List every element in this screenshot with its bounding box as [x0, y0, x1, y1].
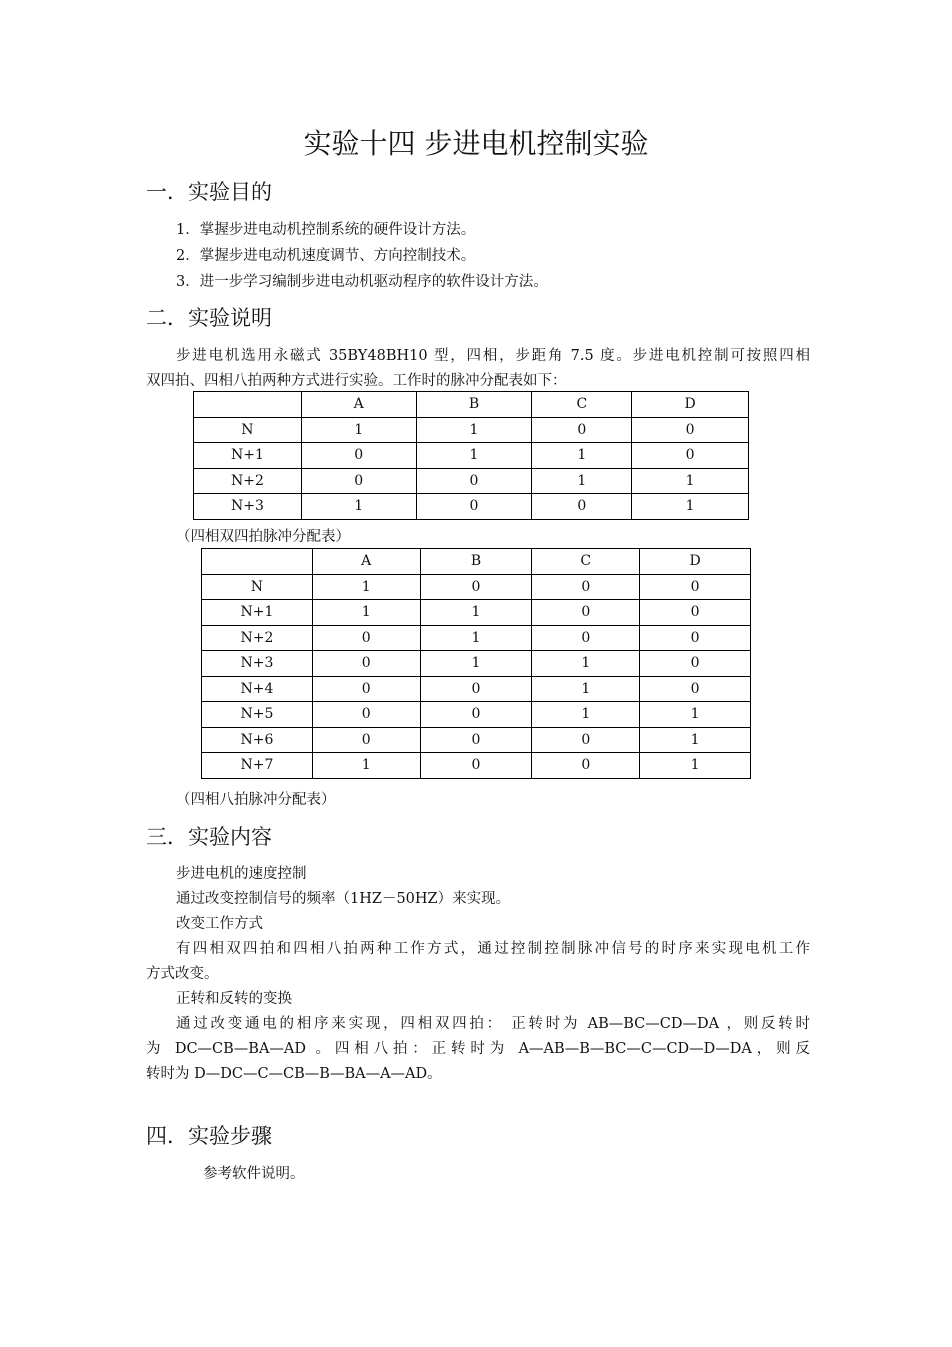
table-cell: N+2	[202, 625, 313, 651]
content-line: 为 DC—CB—BA—AD 。四相八拍：正转时为 A—AB—B—BC—C—CD—D—DA，则反	[146, 1041, 810, 1057]
content-line: 改变工作方式	[176, 916, 263, 932]
table-cell: N+1	[194, 443, 302, 469]
table-row	[194, 494, 749, 520]
table-cell: 0	[420, 574, 532, 600]
table-header-cell: B	[416, 392, 532, 418]
table-cell: 0	[416, 494, 532, 520]
table-cell: 1	[640, 702, 751, 728]
content-line: 方式改变。	[146, 966, 219, 982]
table-cell: N+5	[202, 702, 313, 728]
table-row	[194, 443, 749, 469]
content-line: 转时为 D—DC—C—CB—B—BA—A—AD。	[146, 1066, 442, 1082]
table-header-cell: C	[532, 392, 632, 418]
content-line: 有四相双四拍和四相八拍两种工作方式，通过控制控制脉冲信号的时序来实现电机工作	[176, 941, 810, 957]
table-cell: N+7	[202, 753, 313, 779]
table-cell: N+3	[202, 651, 313, 677]
table-cell: 0	[312, 727, 420, 753]
table-caption-1: （四相双四拍脉冲分配表）	[176, 529, 350, 545]
pulse-table-four-phase-eight-beat	[201, 548, 751, 779]
table-cell: 1	[416, 417, 532, 443]
table-cell: 0	[301, 468, 416, 494]
table-cell: 0	[632, 443, 749, 469]
table-header-cell: D	[640, 549, 751, 575]
table-caption-2: （四相八拍脉冲分配表）	[176, 792, 336, 808]
table-cell: 0	[420, 753, 532, 779]
table-cell: 0	[640, 625, 751, 651]
table-row	[202, 651, 751, 677]
table-cell: 0	[420, 727, 532, 753]
table-row	[202, 600, 751, 626]
table-cell: 1	[420, 651, 532, 677]
table-header-cell: D	[632, 392, 749, 418]
table-cell: 0	[532, 625, 640, 651]
table-cell: N+3	[194, 494, 302, 520]
table-cell: 1	[301, 494, 416, 520]
table-cell: 0	[532, 494, 632, 520]
table-row	[202, 753, 751, 779]
section-heading-purpose: 一．实验目的	[146, 180, 272, 204]
table-row	[202, 727, 751, 753]
table-cell: 1	[420, 600, 532, 626]
table-cell: 0	[416, 468, 532, 494]
table-cell: 1	[532, 702, 640, 728]
table-cell: 0	[640, 574, 751, 600]
table-header-cell: C	[532, 549, 640, 575]
table-cell: 0	[532, 574, 640, 600]
table-cell: 1	[532, 651, 640, 677]
table-cell: 0	[420, 676, 532, 702]
table-cell: 1	[632, 494, 749, 520]
table-row	[202, 625, 751, 651]
table-cell: N+2	[194, 468, 302, 494]
table-row	[202, 574, 751, 600]
table-row	[194, 417, 749, 443]
table-cell: 1	[532, 468, 632, 494]
table-cell: 1	[312, 753, 420, 779]
table-cell: N	[202, 574, 313, 600]
table-cell: N+6	[202, 727, 313, 753]
purpose-item-1: 1．掌握步进电动机控制系统的硬件设计方法。	[176, 222, 476, 238]
table-header-row	[194, 392, 749, 418]
table-cell: 1	[640, 727, 751, 753]
description-line-1: 步进电机选用永磁式 35BY48BH10 型，四相，步距角 7.5 度。步进电机控制可按照四相	[176, 348, 810, 364]
table-cell: 0	[532, 753, 640, 779]
table-cell: 0	[640, 600, 751, 626]
table-header-row	[202, 549, 751, 575]
purpose-item-3: 3．进一步学习编制步进电动机驱动程序的软件设计方法。	[176, 274, 548, 290]
pulse-table-four-phase-double-four-beat	[193, 391, 749, 520]
description-line-2: 双四拍、四相八拍两种方式进行实验。工作时的脉冲分配表如下：	[146, 373, 567, 389]
table-cell: N+4	[202, 676, 313, 702]
table-cell: 0	[640, 651, 751, 677]
table-row	[194, 468, 749, 494]
table-cell: 1	[312, 574, 420, 600]
table-cell: 0	[312, 625, 420, 651]
steps-text: 参考软件说明。	[203, 1166, 305, 1182]
table-cell: 1	[416, 443, 532, 469]
table-cell: 0	[301, 443, 416, 469]
table-cell: 1	[312, 600, 420, 626]
table-cell: 1	[301, 417, 416, 443]
content-line: 通过改变控制信号的频率（1HZ－50HZ）来实现。	[176, 891, 511, 907]
table-cell: 1	[532, 676, 640, 702]
table-cell: 0	[640, 676, 751, 702]
table-cell: 0	[532, 727, 640, 753]
table-cell: 1	[532, 443, 632, 469]
table-header-cell: B	[420, 549, 532, 575]
section-heading-content: 三．实验内容	[146, 825, 272, 849]
table-cell: 0	[532, 600, 640, 626]
table-cell: 1	[640, 753, 751, 779]
purpose-item-2: 2．掌握步进电动机速度调节、方向控制技术。	[176, 248, 476, 264]
table-cell: 1	[420, 625, 532, 651]
table-row	[202, 676, 751, 702]
table-header-cell	[194, 392, 302, 418]
content-line: 步进电机的速度控制	[176, 866, 307, 882]
page-title: 实验十四 步进电机控制实验	[303, 127, 649, 160]
table-cell: 0	[632, 417, 749, 443]
content-line: 通过改变通电的相序来实现，四相双四拍： 正转时为 AB—BC—CD—DA ，则反转时	[176, 1016, 810, 1032]
content-line: 正转和反转的变换	[176, 991, 292, 1007]
table-cell: 0	[312, 676, 420, 702]
table-cell: 0	[312, 651, 420, 677]
table-cell: 1	[632, 468, 749, 494]
table-header-cell	[202, 549, 313, 575]
table-header-cell: A	[301, 392, 416, 418]
table-cell: 0	[312, 702, 420, 728]
section-heading-steps: 四．实验步骤	[146, 1124, 272, 1148]
table-cell: N+1	[202, 600, 313, 626]
section-heading-description: 二．实验说明	[146, 306, 272, 330]
table-cell: N	[194, 417, 302, 443]
table-row	[202, 702, 751, 728]
table-cell: 0	[420, 702, 532, 728]
table-header-cell: A	[312, 549, 420, 575]
table-cell: 0	[532, 417, 632, 443]
